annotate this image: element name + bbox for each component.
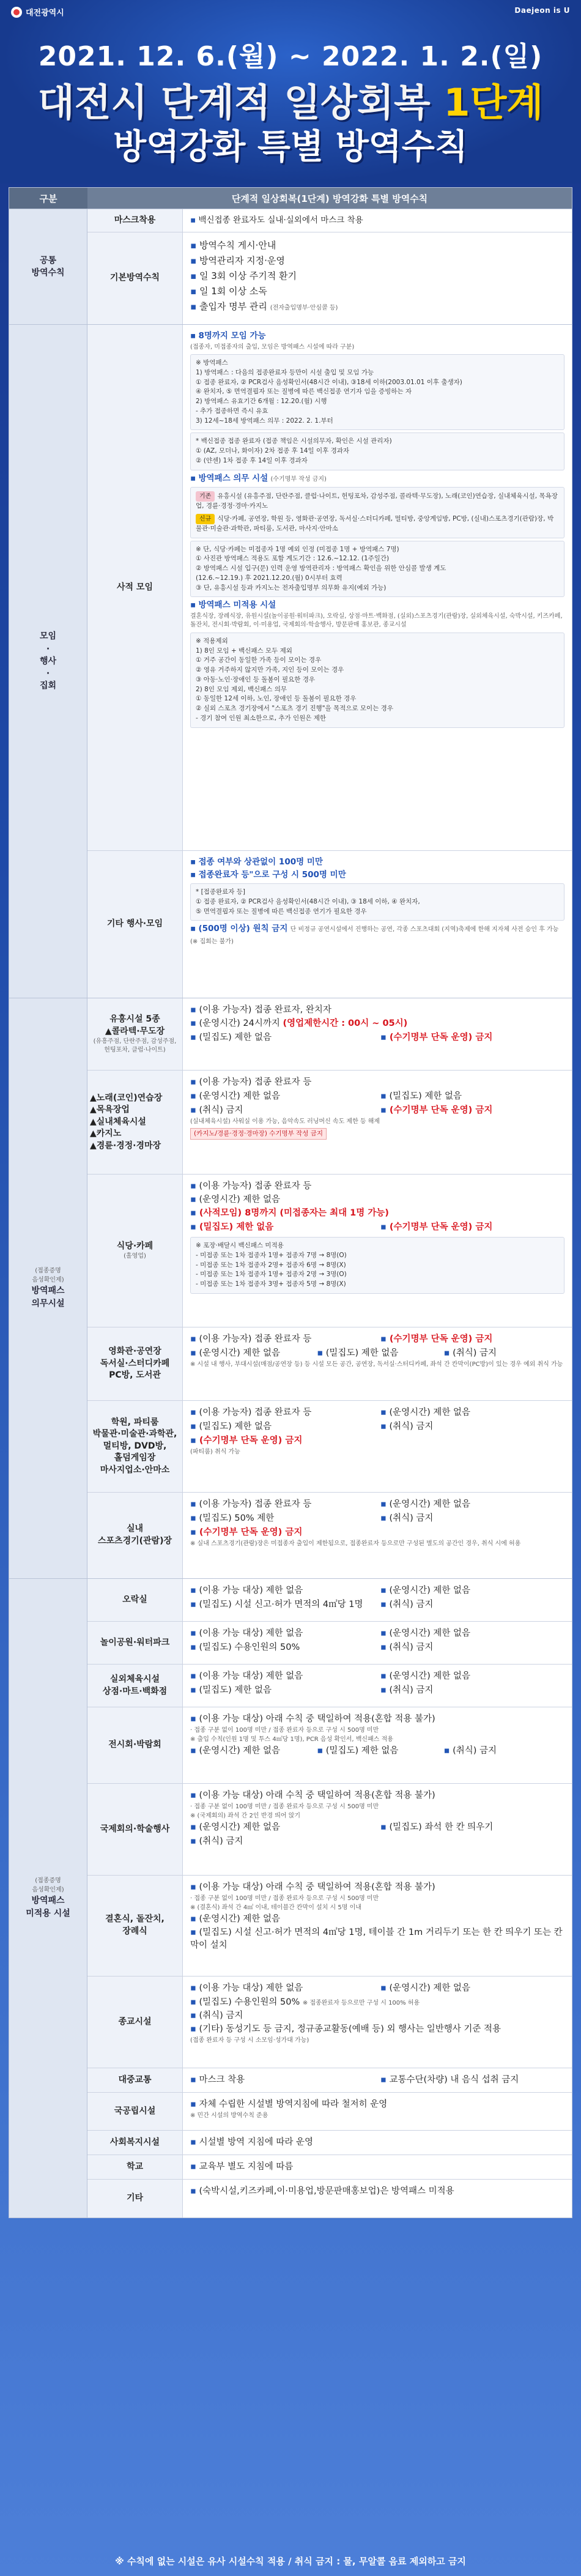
row-religious bbox=[87, 1977, 572, 2068]
group-category-sub: (접종증명 음성확인제) bbox=[32, 1268, 64, 1283]
rule-line: ▪ (밀집도) 제한 없음 bbox=[190, 1420, 374, 1433]
new-list: 식당·카페, 공연장, 학원 등, 영화관·공연장, 독서실·스터디카페, 멀티방, 중앙계임방, PC방, (실내)스포츠경기(관람)장, 박물관·미술관·과학관, 파티룸, 도서관, 마사지·안마소 bbox=[196, 514, 554, 532]
row-label-sub: (홀영업) bbox=[124, 1253, 146, 1260]
row-arcade bbox=[87, 1579, 572, 1622]
row-entertainment bbox=[87, 998, 572, 1071]
rule-line: ▪ 방역수칙 게시·안내 bbox=[190, 238, 564, 253]
rule-line bbox=[190, 299, 564, 314]
row-etc bbox=[87, 2180, 572, 2218]
period-text: 2021. 12. 6.(월) ~ 2022. 1. 2.(일) bbox=[38, 41, 543, 72]
row-welfare bbox=[87, 2131, 572, 2155]
row-label: 기타 bbox=[87, 2180, 183, 2218]
row-mask bbox=[87, 209, 572, 232]
pass-facility-list bbox=[190, 487, 564, 538]
rule-line: ▪ (운영시간) 제한 없음 bbox=[190, 1745, 311, 1758]
footer-note: ※ 수칙에 없는 시설은 유사 시설수칙 적용 / 취식 금지 : 물, 무알콜 음료 제외하고 금지 bbox=[115, 2556, 466, 2567]
rule-text: 접종완료자 등"으로 구성 시 500명 미만 bbox=[198, 869, 346, 880]
rule-note: (실내체육시설) 사워실 이용 가능, 음악속도 러닝머신 속도 제한 등 해제 bbox=[190, 1118, 380, 1126]
rule-line: ▪ (취식) 금지 bbox=[380, 1420, 564, 1433]
main-title-highlight: 1단계 bbox=[443, 80, 544, 125]
row-label-text: 유흥시설 5종 ▲콜라텍·무도장 bbox=[105, 1014, 165, 1036]
rule-text: 출입자 명부 관리 bbox=[199, 301, 267, 312]
rule-note: · 접종 구분 없이 100명 미만 / 접종 완료자 등으로 구성 시 500명 미만 ※ (결혼식) 좌석 간 4㎡ 이내, 테이블간 칸막이 설치 시 5명 이내 bbox=[190, 1895, 379, 1911]
rule-line: ▪ (밀집도) 제한 없음 bbox=[190, 1221, 374, 1234]
rule-line: ▪ (이용 가능 대상) 아래 수칙 중 택일하여 적용(혼합 적용 불가) bbox=[190, 1881, 564, 1894]
row-restaurant-cafe bbox=[87, 1175, 572, 1327]
row-academy-museum bbox=[87, 1401, 572, 1493]
header-banner bbox=[0, 0, 581, 184]
rule-line: ▪ (운영시간) 제한 없음 bbox=[190, 1090, 374, 1103]
group-category-label: 방역패스 의무시설 bbox=[31, 1286, 65, 1308]
main-title bbox=[0, 72, 581, 127]
row-label: 종교시설 bbox=[87, 1977, 183, 2068]
rule-note: · 접종 구분 없이 100명 미만 / 접종 완료자 등으로 구성 시 500명 미만 ※ 출입 수칙(인원 1명 및 투스 4㎡당 1명), PCR 음성 확인서, 백신패스 적용 bbox=[190, 1727, 393, 1743]
rule-line: ▪ (운영시간) 제한 없음 bbox=[380, 1406, 564, 1419]
row-label: 학교 bbox=[87, 2155, 183, 2179]
rule-line: ▪ (취식) 금지 bbox=[190, 2010, 564, 2022]
rule-line: ▪ (이용 가능자) 접종 완료자 등 bbox=[190, 1333, 374, 1346]
row-label: 영화관·공연장 독서실·스터디카페 PC방, 도서관 bbox=[87, 1327, 183, 1400]
rule-line bbox=[190, 1017, 564, 1030]
row-label bbox=[87, 998, 183, 1070]
row-indoor-stadium bbox=[87, 1493, 572, 1578]
row-cinema-pcroom bbox=[87, 1327, 572, 1401]
city-logo-text: 대전광역시 bbox=[26, 9, 64, 18]
row-label-sub: (유흥주점, 단란주점, 감성주점, 헌팅포차, 클럽·나이트) bbox=[93, 1038, 177, 1054]
row-label bbox=[87, 1175, 183, 1327]
rule-note: · 접종 구분 없이 100명 미만 / 접종 완료자 등으로 구성 시 500명 미만 ※ (국제회의) 좌석 간 2인 반경 띄어 앉기 bbox=[190, 1803, 379, 1819]
existing-badge: 기존 bbox=[196, 491, 215, 502]
row-label: ▲노래(코인)연습장 ▲목욕장업 ▲실내체육시설 ▲카지노 ▲경륜·경정·경마장 bbox=[87, 1071, 183, 1174]
rule-line: ▪ (숙박시설,키즈카페,이·미용업,방문판매홍보업)은 방역패스 미적용 bbox=[190, 2185, 564, 2198]
rule-note: 결혼식장, 장례식장, 유원시설(놀이공원·워터파크), 오락실, 상점·마트·백화점, (실외)스포츠경기(관람)장, 실외체육시설, 숙박시설, 키즈카페, 돌잔치, 전시회·박람회, 이·미용업, 국제회의·학술행사, 방문판매 홍보관, 종교시설 bbox=[190, 612, 563, 629]
rule-line: ▪ (밀집도) 좌석 한 칸 띄우기 bbox=[380, 1821, 564, 1834]
pass-info-box: ※ 방역패스 1) 방역패스 : 다음의 접종완료자 등만이 시설 출입 및 모임 가능 ① 접종 완료자, ② PCR검사 음성확인서(48시간 이내), ③18세 이하(2003.01.01 이후 출생자) ④ 완치자, ⑤ 면역결핍자 또는 질병에 따른 백신접종 연기자 임을 증빙하는 자 2) 방역패스 유효기간 6개월 : 12.20.(월) 시행 - 추가 접종하면 즉시 유효 3) 12세~18세 방역패스 의무 : 2022. 2. 1.부터 bbox=[190, 354, 564, 430]
slogan-logo: Daejeon is U bbox=[514, 6, 570, 15]
completed-info-box: * [접종완료자 등] ① 접종 완료자, ② PCR검사 음성확인서(48시간 이내), ③ 18세 이하, ④ 완치자, ⑤ 면역결핍자 또는 질병에 따른 백신접종 연기가 필요한 경우 bbox=[190, 883, 564, 921]
rule-line: ▪ 시설별 방역 지침에 따라 운영 bbox=[190, 2136, 564, 2149]
rule-text: 방역패스 의무 시설 bbox=[198, 473, 268, 483]
rule-line: ▪ (이용 가능 대상) 제한 없음 bbox=[190, 1627, 374, 1640]
row-label: 국제회의·학술행사 bbox=[87, 1784, 183, 1875]
header-category: 구분 bbox=[9, 188, 87, 209]
rule-line: ▪ (운영시간) 제한 없음 bbox=[380, 1627, 564, 1640]
rule-line: ▪ (수기명부 단독 운영) 금지 bbox=[380, 1031, 564, 1044]
group-category bbox=[9, 998, 87, 1578]
rule-line: ▪ (밀집도) 시설 신고·허가 면적의 4㎡당 1명, 테이블 간 1m 거리두기 또는 한 칸 띄우기 또는 칸막이 설치 bbox=[190, 1926, 564, 1952]
row-label: 오락실 bbox=[87, 1579, 183, 1621]
rule-note: ※ 접종완료자 등으로만 구성 시 100% 허용 bbox=[302, 2000, 420, 2007]
group-category-text bbox=[31, 1267, 64, 1310]
row-wedding-funeral bbox=[87, 1876, 572, 1977]
rule-line: ▪ (취식) 금지 bbox=[190, 1104, 374, 1117]
rule-line: ▪ (밀집도) 시설 신고·허가 면적의 4㎡당 1명 bbox=[190, 1598, 374, 1611]
rule-line: ▪ 방역관리자 지정·운영 bbox=[190, 253, 564, 268]
rule-line: ▪ (밀집도) 50% 제한 bbox=[190, 1512, 374, 1525]
rule-line: ▪ (밀집도) 제한 없음 bbox=[317, 1745, 437, 1758]
rule-line: ▪ (취식) 금지 bbox=[190, 1835, 564, 1848]
row-label: 결혼식, 돌잔치, 장례식 bbox=[87, 1876, 183, 1976]
row-karaoke-gym bbox=[87, 1071, 572, 1175]
city-logo-icon bbox=[11, 7, 22, 18]
rule-line: ▪ 백신접종 완료자도 실내·실외에서 마스크 착용 bbox=[190, 215, 564, 227]
rule-line bbox=[190, 856, 564, 869]
rule-line: ▪ 마스크 착용 bbox=[190, 2074, 374, 2087]
row-conference bbox=[87, 1784, 572, 1876]
group-common bbox=[9, 209, 572, 324]
rule-note: ※ 실내 스포츠경기(관람)장은 미접종자 출입이 제한됨으로, 접종완료자 등으로만 구성된 별도의 공간인 경우, 취식 시에 허용 bbox=[190, 1540, 521, 1548]
rule-line: ▪ (이용 가능 대상) 제한 없음 bbox=[190, 1670, 374, 1683]
rule-note: (접종 완료자 등 구성 시 소모임·성가대 가능) bbox=[190, 2037, 309, 2044]
rule-line: ▪ (수기명부 단독 운영) 금지 bbox=[190, 1435, 564, 1447]
rule-text: (운영시간) 24시까지 bbox=[199, 1019, 283, 1029]
rule-line bbox=[190, 473, 564, 485]
rule-line: ▪ (운영시간) 제한 없음 bbox=[380, 1670, 564, 1683]
city-logo bbox=[11, 6, 64, 18]
row-other-events bbox=[87, 851, 572, 998]
group-category-sub: (접종증명 음성확인제) bbox=[32, 1877, 64, 1893]
row-label: 실내 스포츠경기(관람)장 bbox=[87, 1493, 183, 1578]
group-category: 모임 · 행사 · 집회 bbox=[9, 325, 87, 998]
rule-line: ▪ (사적모임) 8명까지 (미접종자는 최대 1명 가능) bbox=[190, 1207, 564, 1220]
row-basic-rules bbox=[87, 232, 572, 324]
rule-line: ▪ (운영시간) 제한 없음 bbox=[380, 1982, 564, 1995]
group-category: 공통 방역수칙 bbox=[9, 209, 87, 324]
row-label: 대중교통 bbox=[87, 2068, 183, 2092]
row-public-transport bbox=[87, 2068, 572, 2093]
rule-line: ▪ (취식) 금지 bbox=[380, 1512, 564, 1525]
rule-line: ▪ (취식) 금지 bbox=[380, 1598, 564, 1611]
rule-line: ▪ 일 1회 이상 소독 bbox=[190, 284, 564, 299]
rule-line: ▪ (이용 가능자) 접종 완료자 등 bbox=[190, 1076, 564, 1089]
rule-line: ▪ (운영시간) 제한 없음 bbox=[190, 1193, 564, 1206]
existing-list: 유흥시설 (유흥주점, 단란주점, 클럽·나이트, 헌팅포차, 감성주점, 콜라텍·무도장), 노래(코인)연습장, 실내체육시설, 목욕장업, 경륜·경정·경마·카지노 bbox=[196, 492, 558, 510]
rule-highlight: (영업제한시간 : 00시 ~ 05시) bbox=[283, 1019, 408, 1029]
rule-line: ▪ (이용 가능자) 접종 완료자, 완치자 bbox=[190, 1004, 564, 1017]
rule-line: ▪ (밀집도) 제한 없음 bbox=[190, 1031, 374, 1044]
rule-line: ▪ 일 3회 이상 주기적 환기 bbox=[190, 269, 564, 283]
rule-line: ▪ 자체 수립한 시설별 방역지침에 따라 철저히 운영 bbox=[190, 2098, 564, 2111]
group-category bbox=[9, 1579, 87, 2218]
rule-text: (밀집도) 수용인원의 50% bbox=[199, 1997, 300, 2008]
row-school bbox=[87, 2155, 572, 2180]
rule-note: (접종자, 미접종자의 출입, 모임은 방역패스 시설에 따라 구분) bbox=[190, 343, 355, 351]
group-pass-required bbox=[9, 998, 572, 1578]
rule-line: ▪ (수기명부 단독 운영) 금지 bbox=[380, 1333, 564, 1346]
group-category-label: 방역패스 미적용 시설 bbox=[26, 1896, 70, 1918]
group-pass-exempt bbox=[9, 1578, 572, 2218]
table-header bbox=[9, 188, 572, 209]
rule-line: ▪ (이용 가능 대상) 제한 없음 bbox=[190, 1982, 374, 1995]
rule-line: ▪ (운영시간) 제한 없음 bbox=[380, 1584, 564, 1597]
rule-text: 접종 여부와 상관없이 100명 미만 bbox=[198, 857, 323, 867]
rule-line: ▪ (수기명부 단독 운영) 금지 bbox=[380, 1104, 564, 1117]
rule-note: ※ 민간 시설의 방역수칙 준용 bbox=[190, 2112, 268, 2120]
rule-line: ▪ (수기명부 단독 운영) 금지 bbox=[190, 1526, 564, 1539]
rule-line bbox=[190, 599, 564, 612]
rule-line: ▪ (밀집도) 제한 없음 bbox=[317, 1347, 437, 1360]
rule-line: ▪ (취식) 금지 bbox=[444, 1347, 564, 1360]
row-exhibition bbox=[87, 1707, 572, 1784]
rule-line: ▪ (이용 가능 대상) 제한 없음 bbox=[190, 1584, 374, 1597]
rule-line: ▪ (취식) 금지 bbox=[380, 1641, 564, 1654]
rule-warning: (카지노/경륜·경정·경마장) 수기명부 작성 금지 bbox=[190, 1128, 327, 1140]
rule-line: ▪ 교육부 별도 지침에 따름 bbox=[190, 2161, 564, 2173]
rule-note: (파티룸) 취식 가능 bbox=[190, 1449, 240, 1456]
exclusion-box: ※ 적용제외 1) 8인 모임 + 백신패스 모두 제외 ① 거주 공간이 동일한 가족 등이 모이는 경우 ② 영유 거주하지 않지만 가족, 지인 등이 모이는 경우 ③ 아동·노인·장애인 등 돌봄이 필요한 경우 2) 8인 모임 제외, 백신패스 의무 ① 동일한 12세 이하, 노인, 장애인 등 돌봄이 필요한 경우 ② 실외 스포츠 경기장에서 "스포츠 경기 진행"을 목적으로 모이는 경우 - 경기 참여 인원 최소한으로, 추가 인원은 제한 bbox=[190, 633, 564, 728]
rule-line: ▪ (기타) 동성기도 등 금지, 정규종교활동(예배 등) 외 행사는 일반행사 기준 적용 bbox=[190, 2023, 564, 2036]
row-label: 놀이공원·워터파크 bbox=[87, 1622, 183, 1664]
header-rules: 단계적 일상회복(1단계) 방역강화 특별 방역수칙 bbox=[87, 188, 572, 209]
row-outdoor-sports-shops bbox=[87, 1665, 572, 1707]
rule-line bbox=[190, 1996, 564, 2009]
rule-text: 방역패스 미적용 시설 bbox=[198, 600, 276, 611]
group-gathering bbox=[9, 324, 572, 998]
rule-line: ▪ (이용 가능자) 접종 완료자 등 bbox=[190, 1180, 564, 1193]
main-title-text: 대전시 단계적 일상회복 bbox=[37, 80, 444, 125]
rule-line: ▪ (운영시간) 제한 없음 bbox=[190, 1347, 311, 1360]
vaccinated-info-box: * 백신접종 접종 완료자 (접종 책임은 시설의무자, 확인은 시설 관리자) ① (AZ, 모더나, 화이자) 2차 접종 후 14일 이후 경과자 ② (얀센) 1차 접종 후 14일 이후 경과자 bbox=[190, 432, 564, 470]
rule-line: ▪ (이용 가능 대상) 아래 수칙 중 택일하여 적용(혼합 적용 불가) bbox=[190, 1789, 564, 1802]
row-label: 국공립시설 bbox=[87, 2093, 183, 2130]
rule-line bbox=[190, 869, 564, 882]
row-private-gathering bbox=[87, 325, 572, 851]
row-label: 기타 행사·모임 bbox=[87, 851, 183, 998]
row-label: 기본방역수칙 bbox=[87, 232, 183, 324]
rule-text: (500명 이상) 원칙 금지 bbox=[198, 924, 288, 934]
rule-line: ▪ (수기명부 단독 운영) 금지 bbox=[380, 1221, 564, 1234]
row-label: 마스크착용 bbox=[87, 209, 183, 232]
rule-note: ※ 시설 내 행사, 부대시설(매점/공연장 등) 등 시설 모든 공간, 공연장, 독서실·스터디카페, 좌석 간 칸막이(PC방)이 있는 경우 예외 취식 가능 bbox=[190, 1361, 563, 1368]
row-label: 사회복지시설 bbox=[87, 2131, 183, 2155]
rule-text: 8명까지 모임 가능 bbox=[198, 331, 266, 341]
rule-line bbox=[190, 923, 564, 947]
rule-note: 단 비정규 공연시설에서 진행하는 공연, 각종 스포츠대회 (지역)축제에 한해 지자체 사전 승인 후 가능 (※ 집회는 불가) bbox=[190, 926, 559, 945]
row-amusement-park bbox=[87, 1622, 572, 1665]
rule-line: ▪ (운영시간) 제한 없음 bbox=[380, 1498, 564, 1511]
rule-line: ▪ (밀집도) 제한 없음 bbox=[380, 1090, 564, 1103]
row-label: 실외체육시설 상점·마트·백화점 bbox=[87, 1665, 183, 1707]
rule-line: ▪ (밀집도) 수용인원의 50% bbox=[190, 1641, 374, 1654]
row-label: 학원, 파티룸 박물관·미술관·과학관, 멀티방, DVD방, 홀덤게임장 마사지업소·안마소 bbox=[87, 1401, 183, 1492]
pass-exception-box: ※ 단, 식당·카페는 미접종자 1명 예외 인정 (미접종 1명 + 방역패스 7명) ① 사진관 방역패스 적용도 포함 계도기간 : 12.6.~12.12. (1주일간) ② 방역패스 시설 입구(문) 인력 운영 방역관리자 : 방역패스 확인을 위한 안심콜 발생 계도 (12.6.~12.19.) 후 2021.12.20.(월) 0시부터 효력 ③ 단, 유흥시설 등과 카지노는 전자출입명부 의무화 유지(예외 가능) bbox=[190, 541, 564, 598]
rules-table bbox=[9, 187, 572, 2218]
row-label: 전시회·박람회 bbox=[87, 1707, 183, 1783]
rule-line: ▪ (취식) 금지 bbox=[380, 1684, 564, 1697]
rule-line: ▪ (운영시간) 제한 없음 bbox=[190, 1821, 374, 1834]
rule-line: ▪ 교통수단(차량) 내 음식 섭취 금지 bbox=[380, 2074, 564, 2087]
rule-line bbox=[190, 330, 564, 343]
rule-line: ▪ (이용 가능자) 접종 완료자 등 bbox=[190, 1406, 374, 1419]
rule-line: ▪ (이용 가능 대상) 아래 수칙 중 택일하여 적용(혼합 적용 불가) bbox=[190, 1713, 564, 1726]
new-badge: 신규 bbox=[196, 514, 215, 524]
row-label: 사적 모임 bbox=[87, 325, 183, 850]
rule-line: ▪ (이용 가능자) 접종 완료자 등 bbox=[190, 1498, 374, 1511]
row-public-facility bbox=[87, 2093, 572, 2131]
rule-line: ▪ (밀집도) 제한 없음 bbox=[190, 1684, 374, 1697]
rule-note: (수기명부 작성 금지) bbox=[270, 475, 327, 483]
sub-title: 방역강화 특별 방역수칙 bbox=[113, 127, 468, 167]
row-label-text: 식당·카페 bbox=[116, 1241, 154, 1251]
takeout-info-box: ※ 포장·배달시 백신패스 미적용 - 미접종 또는 1차 접종자 1명+ 접종자 7명 → 8명(O) - 미접종 또는 1차 접종자 2명+ 접종자 6명 → 8명(X) - 미접종 또는 1차 접종자 1명+ 접종자 2명 → 3명(O) - 미접종 또는 1차 접종자 3명+ 접종자 5명 → 8명(X) bbox=[190, 1237, 564, 1294]
rule-note: (전자출입명부·안심콜 등) bbox=[270, 305, 338, 311]
rule-line: ▪ (취식) 금지 bbox=[444, 1745, 564, 1758]
rule-line: ▪ (운영시간) 제한 없음 bbox=[190, 1913, 564, 1926]
